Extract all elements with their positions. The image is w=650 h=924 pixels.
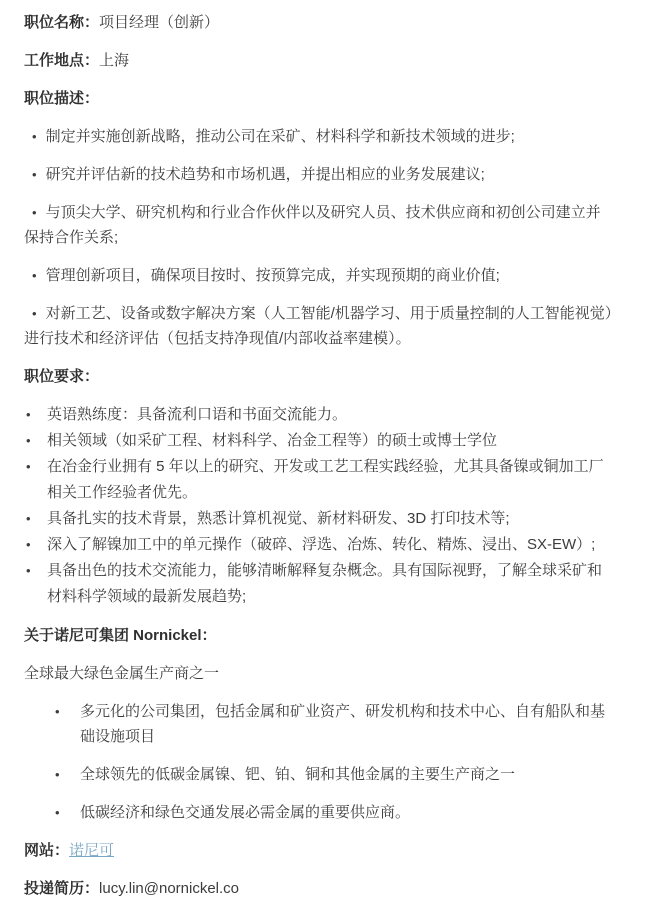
resume-label: 投递简历： xyxy=(24,880,100,897)
bullet-icon: • xyxy=(26,563,31,578)
description-item xyxy=(24,263,614,288)
bullet-icon: • xyxy=(55,805,60,820)
requirement-item-text: 在冶金行业拥有 5 年以上的研究、开发或工艺工程实践经验，尤其具备镍或铜加工厂相关工作经验者优先。 xyxy=(47,458,604,501)
requirement-item xyxy=(24,428,614,454)
about-item-text: 多元化的公司集团，包括金属和矿业资产、研发机构和技术中心、自有船队和基础设施项目 xyxy=(80,703,606,745)
description-item-text: 对新工艺、设备或数字解决方案（人工智能/机器学习、用于质量控制的人工智能视觉）进行技术和经济评估（包括支持净现值/内部收益率建模）。 xyxy=(24,305,613,347)
description-item xyxy=(24,162,614,187)
job-title-value: 项目经理（创新） xyxy=(99,14,220,31)
resume-email: lucy.lin@nornickel.co xyxy=(99,880,240,897)
bullet-icon: • xyxy=(32,268,37,283)
job-location-row xyxy=(24,48,614,73)
requirement-item xyxy=(24,506,614,532)
bullet-icon: • xyxy=(32,167,37,182)
requirement-item-text: 相关领域（如采矿工程、材料科学、冶金工程等）的硕士或博士学位 xyxy=(47,432,498,449)
description-list xyxy=(24,124,614,351)
description-heading: 职位描述： xyxy=(24,90,100,107)
nornickel-link[interactable]: 诺尼可 xyxy=(69,842,115,859)
job-location-value: 上海 xyxy=(99,52,130,69)
about-item-text: 低碳经济和绿色交通发展必需金属的重要供应商。 xyxy=(80,804,411,821)
website-label: 网站： xyxy=(24,842,70,859)
description-item xyxy=(24,301,614,351)
requirement-item xyxy=(24,402,614,428)
about-item-text: 全球领先的低碳金属镍、钯、铂、铜和其他金属的主要生产商之一 xyxy=(80,766,516,783)
description-item-text: 制定并实施创新战略，推动公司在采矿、材料科学和新技术领域的进步; xyxy=(45,128,515,145)
about-item xyxy=(24,762,614,787)
job-title-row xyxy=(24,10,614,35)
resume-row xyxy=(24,876,614,901)
requirement-item-text: 具备扎实的技术背景，熟悉计算机视觉、新材料研发、3D 打印技术等; xyxy=(47,510,510,527)
requirement-item-text: 具备出色的技术交流能力，能够清晰解释复杂概念。具有国际视野，了解全球采矿和材料科学领域的最新发展趋势; xyxy=(47,562,603,605)
job-posting-document xyxy=(24,10,614,901)
requirement-item xyxy=(24,558,614,610)
website-row xyxy=(24,838,614,863)
requirement-item-text: 深入了解镍加工中的单元操作（破碎、浮选、冶炼、转化、精炼、浸出、SX-EW）; xyxy=(47,536,596,553)
requirement-item-text: 英语熟练度：具备流利口语和书面交流能力。 xyxy=(47,406,348,423)
bullet-icon: • xyxy=(55,704,60,719)
description-item xyxy=(24,124,614,149)
requirements-list xyxy=(24,402,614,610)
requirements-heading: 职位要求： xyxy=(24,368,100,385)
bullet-icon: • xyxy=(32,306,37,321)
about-item xyxy=(24,699,614,749)
bullet-icon: • xyxy=(55,767,60,782)
about-heading: 关于诺尼可集团 Nornickel： xyxy=(24,627,217,644)
description-item-text: 与顶尖大学、研究机构和行业合作伙伴以及研究人员、技术供应商和初创公司建立并保持合作关系; xyxy=(24,204,601,246)
bullet-icon: • xyxy=(26,433,31,448)
requirement-item xyxy=(24,454,614,506)
job-title-label: 职位名称： xyxy=(24,14,100,31)
about-item xyxy=(24,800,614,825)
bullet-icon: • xyxy=(26,459,31,474)
bullet-icon: • xyxy=(26,407,31,422)
description-item-text: 管理创新项目，确保项目按时、按预算完成，并实现预期的商业价值; xyxy=(45,267,500,284)
requirement-item xyxy=(24,532,614,558)
description-item xyxy=(24,200,614,250)
bullet-icon: • xyxy=(26,511,31,526)
bullet-icon: • xyxy=(32,129,37,144)
description-item-text: 研究并评估新的技术趋势和市场机遇，并提出相应的业务发展建议; xyxy=(45,166,485,183)
job-location-label: 工作地点： xyxy=(24,52,100,69)
about-list xyxy=(24,699,614,825)
about-intro: 全球最大绿色金属生产商之一 xyxy=(24,665,220,682)
bullet-icon: • xyxy=(26,537,31,552)
bullet-icon: • xyxy=(32,205,37,220)
